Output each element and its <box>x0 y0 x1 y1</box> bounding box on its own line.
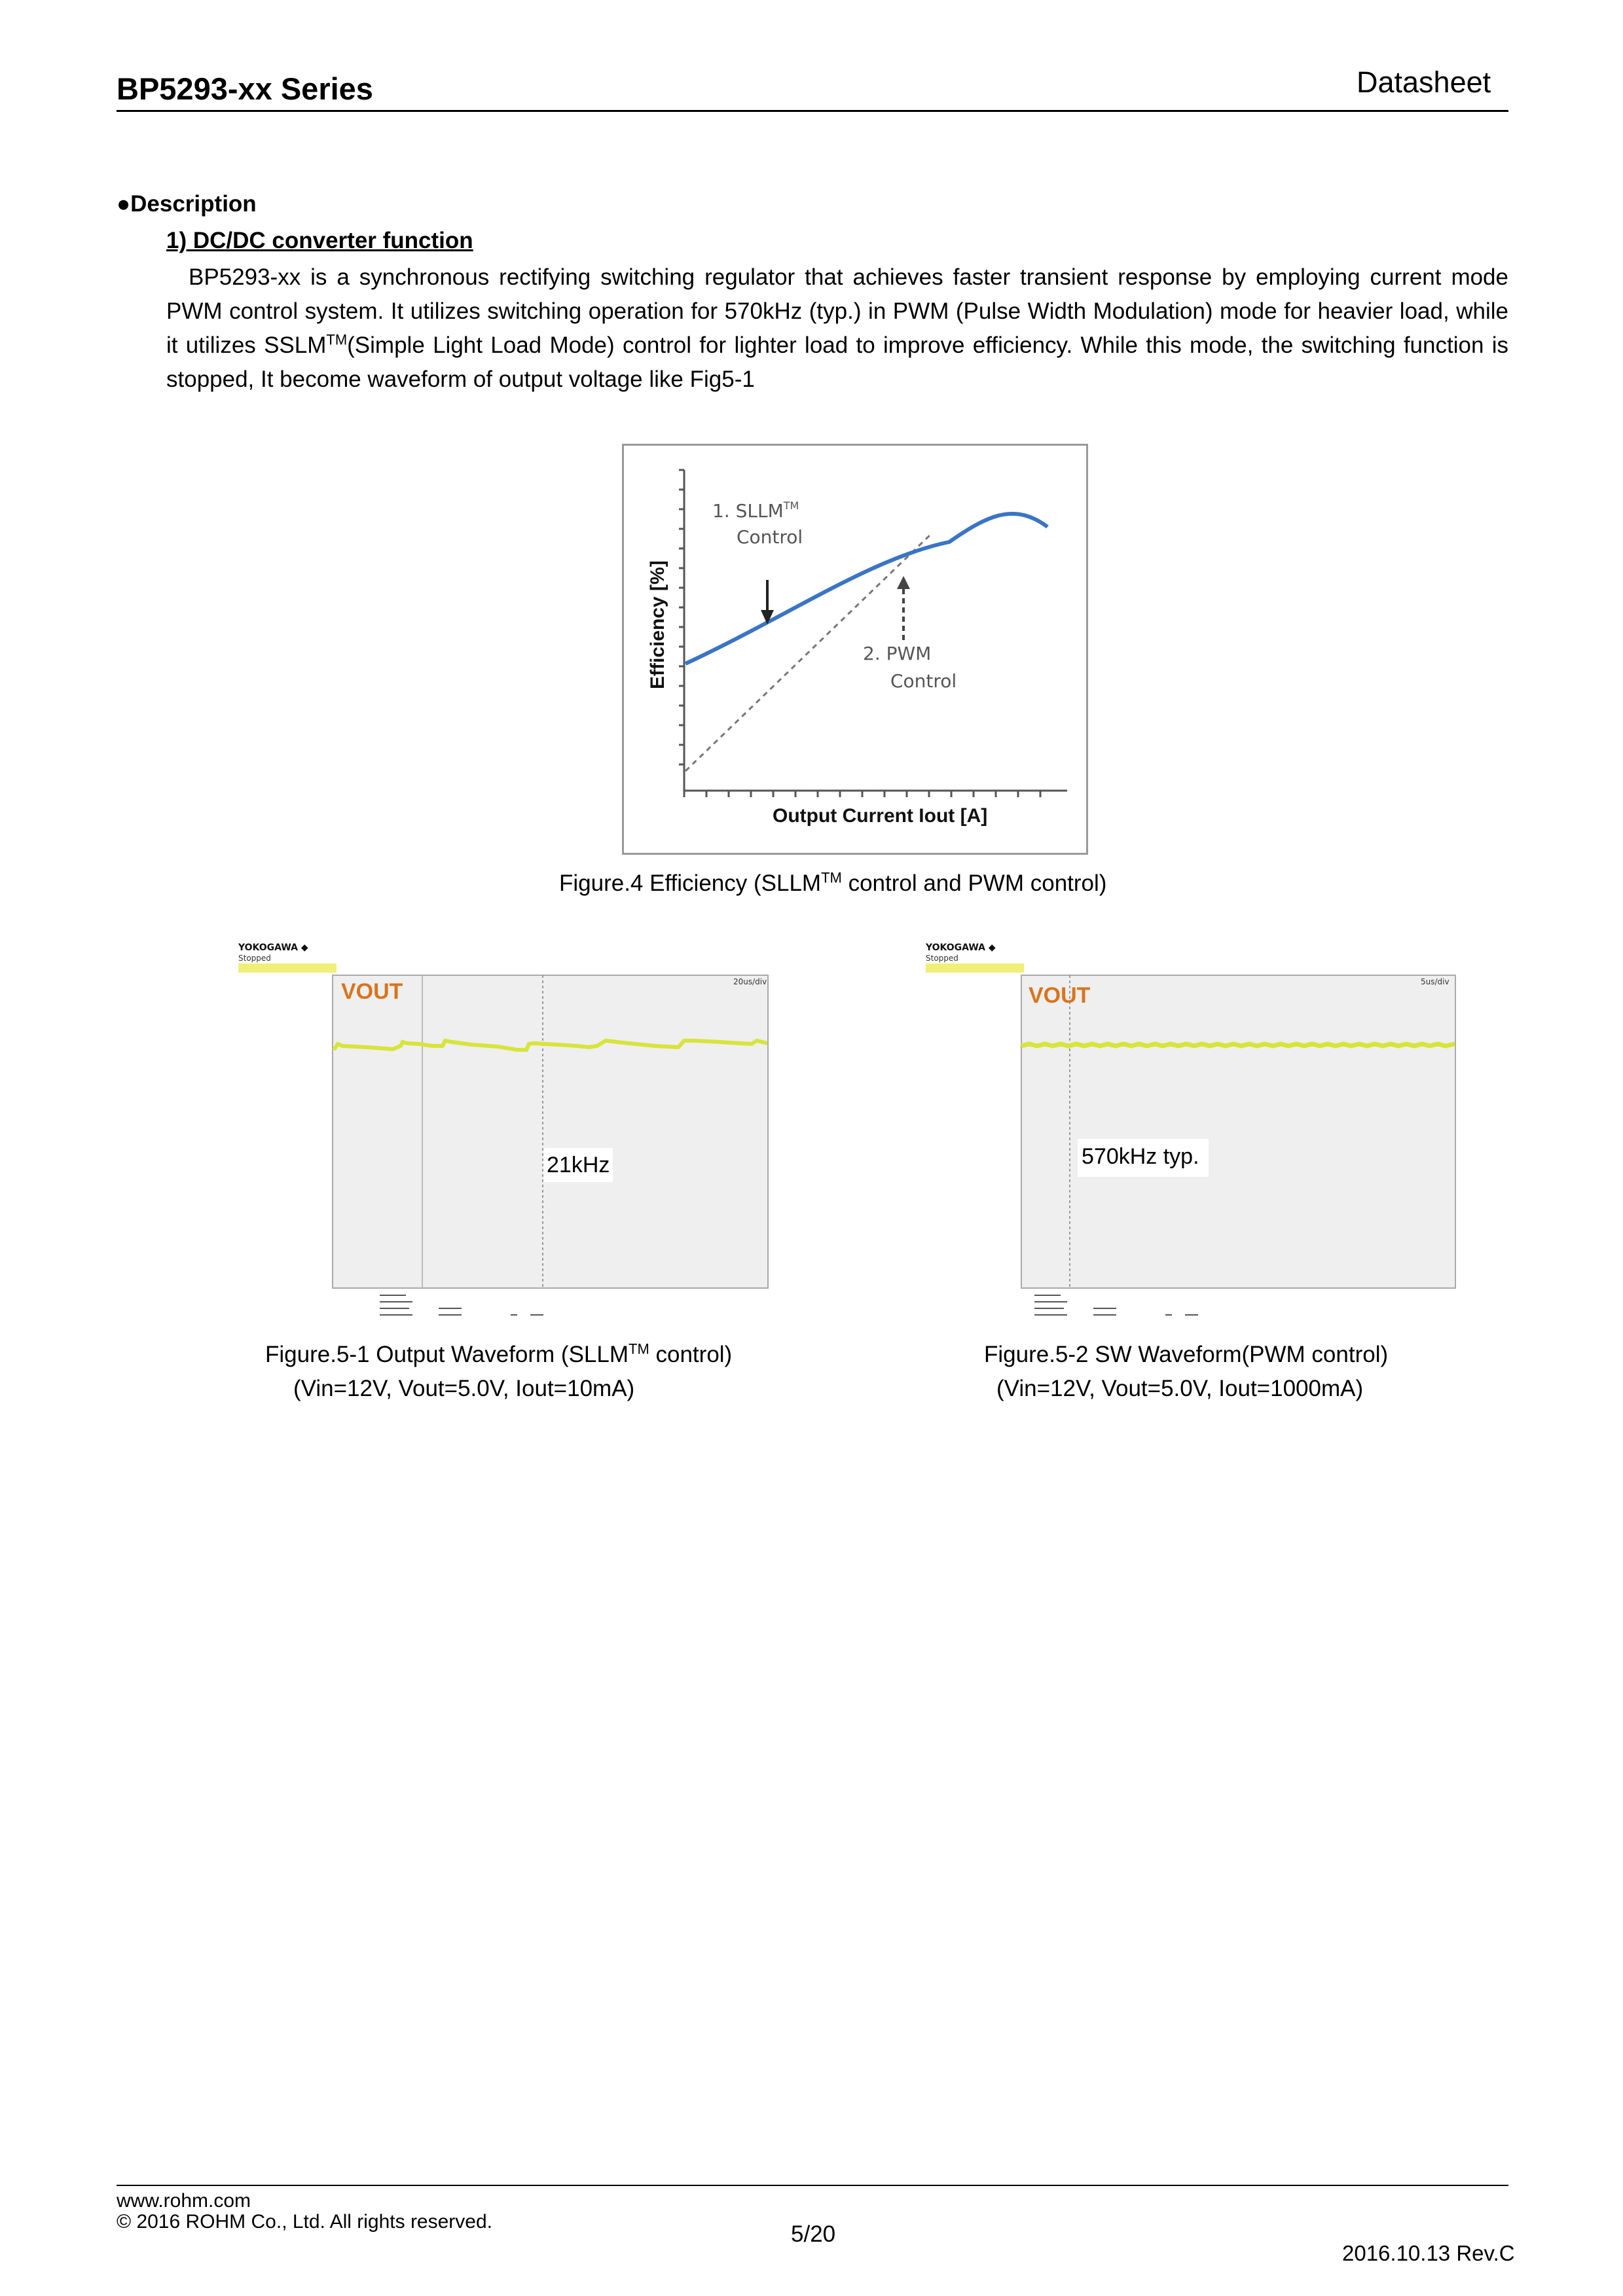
doc-type-label: Datasheet <box>1357 65 1491 99</box>
section-heading: ●Description <box>117 191 257 217</box>
description-paragraph <box>166 260 1508 397</box>
figure5-1-conditions: (Vin=12V, Vout=5.0V, Iout=10mA) <box>293 1376 635 1401</box>
figure4-caption: Figure.4 Efficiency (SLLM™ control and PWM control) <box>559 869 1107 896</box>
freq-label: 21kHz <box>547 1153 610 1177</box>
y-axis-label: Efficiency [%] <box>647 560 668 689</box>
scope-timebase: 20us/div <box>733 977 767 986</box>
figure5-2-conditions: (Vin=12V, Vout=5.0V, Iout=1000mA) <box>996 1376 1364 1401</box>
footer-rule <box>117 2185 1508 2186</box>
subsection-heading: 1) DC/DC converter function <box>166 228 473 253</box>
figure5-2-caption: Figure.5-2 SW Waveform(PWM control) <box>984 1342 1389 1367</box>
vout-label: VOUT <box>341 979 403 1004</box>
scope-channel-bar <box>926 963 1024 973</box>
vout-trace <box>1021 1044 1455 1046</box>
footer-url[interactable]: www.rohm.com <box>117 2190 251 2212</box>
para-text-1: BP5293-xx is a synchronous rectifying switching regulator that achieves faster transient response by employing current mode PWM control system. It utilizes switching operation for 570kHz (typ.) in PWM (Pulse Width Modulation) mode for heavier load, while it utilizes SSLM <box>166 264 1508 358</box>
revision-date: 2016.10.13 Rev.C <box>1342 2241 1515 2265</box>
scope-status: Stopped <box>926 954 958 963</box>
footer-copyright: © 2016 ROHM Co., Ltd. All rights reserved. <box>117 2211 492 2233</box>
efficiency-figure <box>622 444 1088 855</box>
freq-label: 570kHz typ. <box>1082 1144 1199 1169</box>
para-tm: TM <box>326 331 348 348</box>
scope-screen <box>333 975 768 1288</box>
sllm-annotation-line1: 1. SLLM™ <box>712 499 799 522</box>
scope-brand: YOKOGAWA ◆ <box>238 942 308 953</box>
pwm-annotation-line1: 2. PWM <box>863 643 932 664</box>
scope-screenshot-sllm <box>236 937 771 1336</box>
pwm-annotation-line2: Control <box>890 670 957 692</box>
figure5-1-caption: Figure.5-1 Output Waveform (SLLM™ control) <box>265 1340 733 1367</box>
series-title: BP5293-xx Series <box>117 71 373 106</box>
header-rule <box>117 110 1508 112</box>
x-axis-label: Output Current Iout [A] <box>773 805 988 827</box>
scope-measurement-readout <box>380 1295 543 1315</box>
vout-label: VOUT <box>1029 983 1091 1008</box>
scope-timebase: 5us/div <box>1421 977 1450 986</box>
page-number: 5/20 <box>791 2221 836 2247</box>
scope-channel-bar <box>238 963 337 973</box>
scope-brand: YOKOGAWA ◆ <box>926 942 996 953</box>
para-text-2: (Simple Light Load Mode) control for lighter load to improve efficiency. While this mode, the switching function is stopped, It become waveform of output voltage like Fig5-1 <box>166 332 1508 392</box>
scope-status: Stopped <box>238 954 271 963</box>
sllm-annotation-line2: Control <box>737 526 803 548</box>
scope-screenshot-pwm <box>923 937 1459 1336</box>
scope-screen <box>1021 975 1455 1288</box>
scope-measurement-readout <box>1034 1295 1198 1315</box>
